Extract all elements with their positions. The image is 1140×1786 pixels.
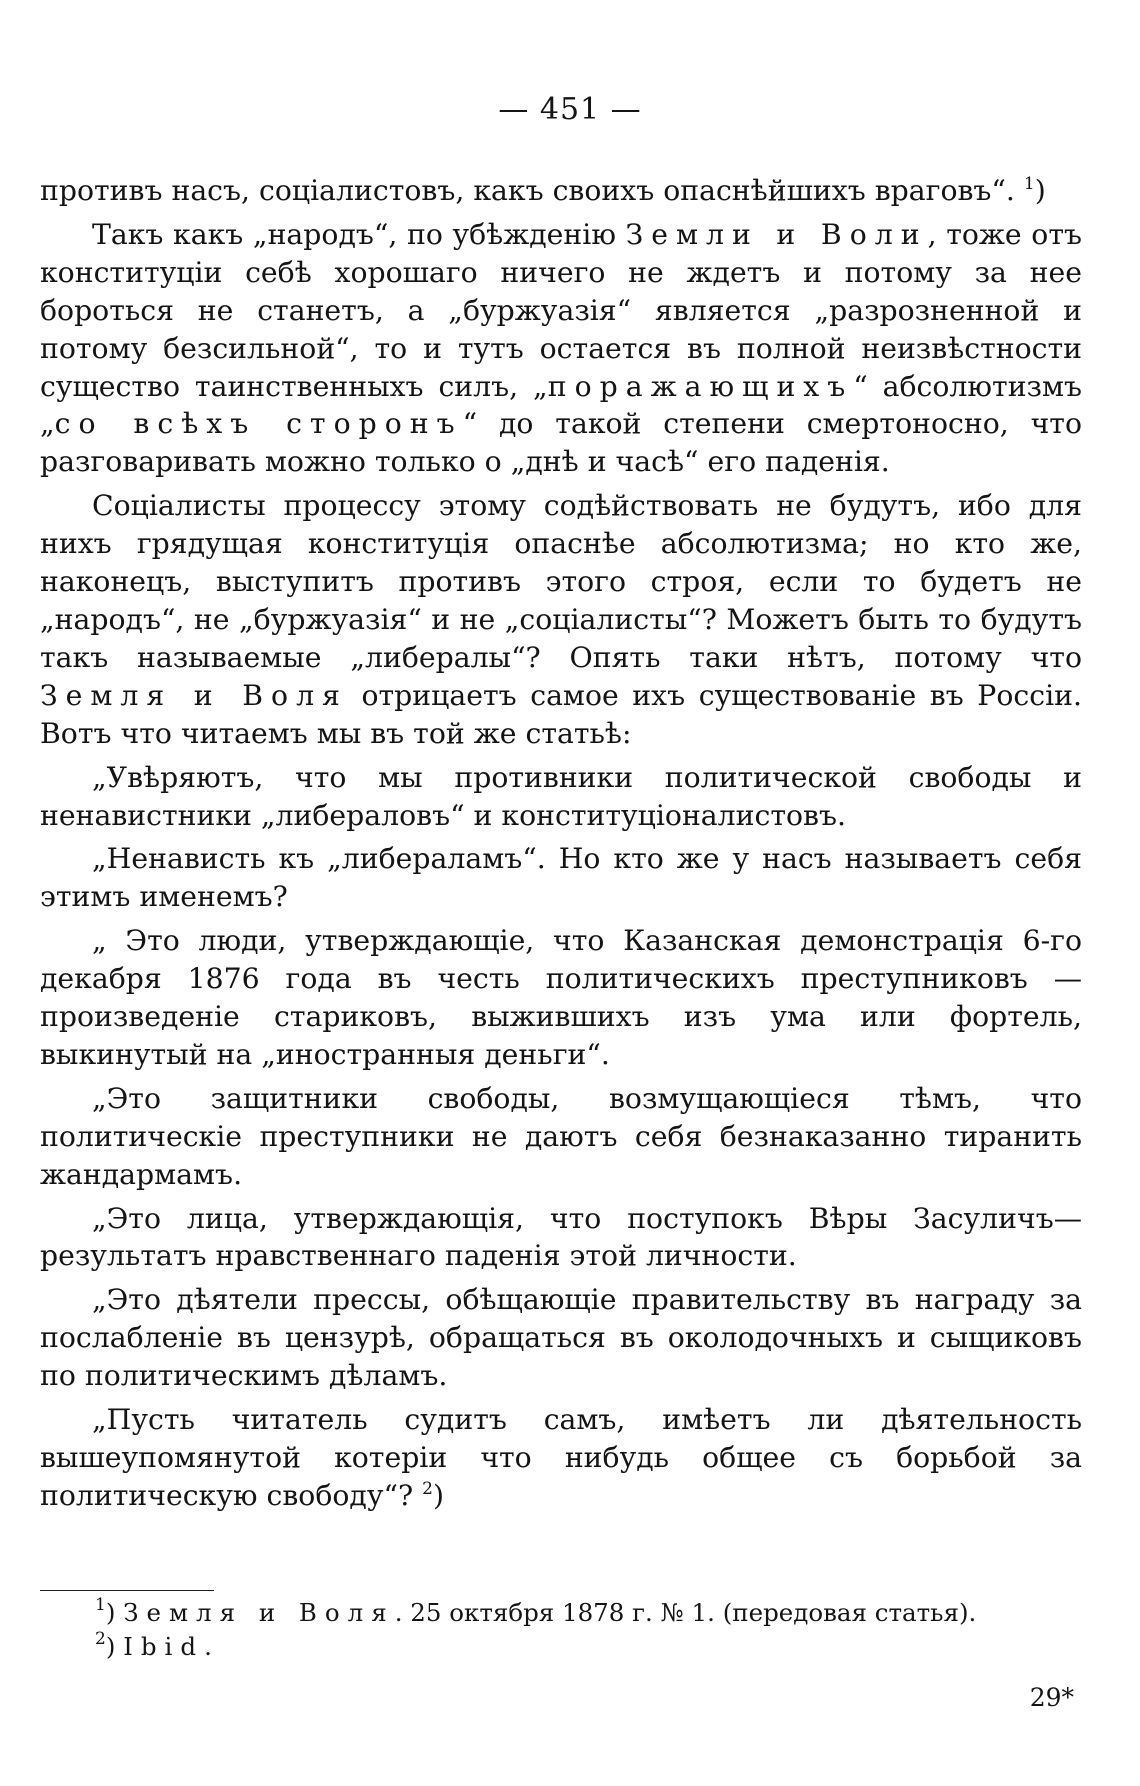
paragraph [40,216,1082,481]
text-run: „Это защитники свободы, возмущающіеся тѣмъ, что политическіе преступники не даютъ себя безнаказанно тиранить жандармамъ. [40,1081,1082,1191]
text-run: Такъ какъ „народъ“, по убѣжденію [92,217,626,251]
text-run: „Ненависть къ „либераламъ“. Но кто же у насъ называетъ себя этимъ именемъ? [40,842,1082,914]
footnote [95,1630,1085,1664]
paragraph [40,1281,1082,1395]
text-run: „Увѣряютъ, что мы противники политической свободы и ненавистники „либераловъ“ и конституціоналистовъ. [40,760,1082,832]
text-run: „Это дѣятели прессы, обѣщающіе правительству въ награду за послабленіе въ цензурѣ, обращаться въ околодочныхъ и сыщиковъ по политическимъ дѣламъ. [40,1283,1082,1393]
footnote-marker: 1 [1023,174,1035,194]
paragraph [40,1080,1082,1194]
text-run: отрицаетъ самое ихъ существованіе въ Россіи. Вотъ что читаемъ мы въ той же статьѣ: [40,678,1082,750]
paragraph [40,1401,1082,1515]
text-run: . 25 октября 1878 г. № 1. (передовая статья). [394,1598,977,1627]
spaced-emphasis: Земля и Воля [40,678,348,712]
text-run: ) [105,1632,124,1661]
text-run: „Это лица, утверждающія, что поступокъ Вѣры Засуличъ— результатъ нравственнаго паденія этой личности. [40,1201,1082,1273]
text-run: “ абсолютизмъ „ [40,369,1082,441]
text-run: „Пусть читатель судитъ самъ, имѣетъ ли дѣятельность вышеупомянутой котеріи что нибудь общее съ борьбой за политическую свободу“? [40,1403,1082,1512]
text-run: Соціалисты процессу этому содѣйствовать не будутъ, ибо для нихъ грядущая конституція опаснѣе абсолютизма; но кто же, наконецъ, выступитъ противъ этого строя, если то будетъ не „народъ“, не „буржуазія“ и не „соціалисты“? Можетъ быть то будутъ такъ называемые „либералы“? Опять таки нѣтъ, потому что [40,489,1082,674]
text-run: . [204,1632,212,1661]
spaced-emphasis: со всѣхъ сторонъ [54,407,463,441]
footnote-marker: 2 [95,1629,106,1649]
footnote-marker: 2 [422,1478,433,1499]
footnote-divider [40,1590,214,1591]
paragraph [40,759,1082,835]
footnotes [95,1596,1085,1664]
spaced-emphasis: Ibid [123,1632,205,1661]
footnote-marker: 1 [95,1595,106,1615]
spaced-emphasis: поражающихъ [547,369,854,403]
paragraph [40,487,1082,752]
paragraph [40,1200,1082,1276]
text-run: “ до такой степени смертоносно, что разговаривать можно только о „днѣ и часѣ“ его паденія. [40,407,1082,479]
text-run: противъ насъ, соціалистовъ, какъ своихъ опаснѣйшихъ враговъ“. [40,174,1024,207]
paragraph [40,922,1082,1074]
text-run: ) [1034,174,1046,207]
footnote [95,1596,1085,1630]
paragraph [40,840,1082,916]
paragraph [40,172,1082,210]
page-number: — 451 — [498,92,642,127]
text-run: , тоже отъ конституціи себѣ хорошаго ничего не ждетъ и потому за нее бороться не станетъ, а „буржуазія“ является „разрозненной и потому безсильной“, то и тутъ остается въ полной неизвѣстности существо таинственныхъ силъ, „ [40,217,1082,403]
spaced-emphasis: Земля и Воля [123,1598,395,1627]
spaced-emphasis: Земли и Воли [625,217,928,251]
text-run: ) [432,1478,444,1512]
signature-mark: 29* [1029,1683,1074,1712]
text-run: ) [105,1598,124,1627]
text-run: „ Это люди, утверждающіе, что Казанская демонстрація 6-го декабря 1876 года въ честь политическихъ преступниковъ — произведеніе стариковъ, выжившихъ изъ ума или фортель, выкинутый на „иностранныя деньги“. [40,924,1082,1071]
main-text [40,172,1082,1515]
